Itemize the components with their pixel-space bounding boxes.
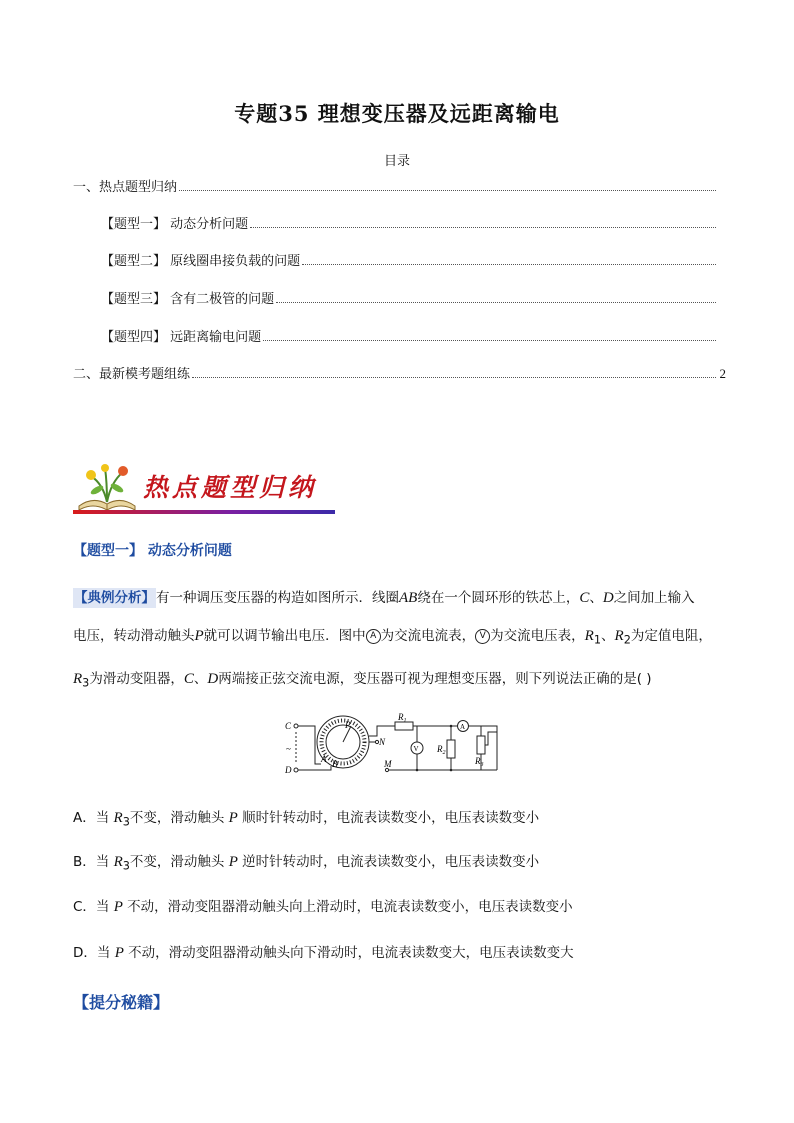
tips-heading: 【提分秘籍】 bbox=[73, 993, 170, 1012]
label-M: M bbox=[384, 759, 392, 769]
text-run: 有一种调压变压器的构造如图所示．线圈 bbox=[156, 590, 399, 606]
voltmeter-icon: V bbox=[475, 629, 490, 644]
toc-leader bbox=[179, 189, 716, 191]
toc-item[interactable] bbox=[73, 176, 726, 194]
option-b[interactable] bbox=[73, 850, 539, 873]
voltmeter-letter: V bbox=[413, 745, 419, 753]
wire-top bbox=[369, 726, 395, 736]
text-run: 、 bbox=[589, 590, 603, 606]
text-run: 两端接正弦交流电源，变压器可视为理想变压器，则下列说法正确的是( ) bbox=[218, 670, 652, 687]
option-text: A．当 bbox=[73, 810, 114, 826]
option-a[interactable] bbox=[73, 806, 539, 829]
toc-page: 2 bbox=[719, 366, 726, 381]
toc-item-label: 【题型二】 原线圈串接负载的问题 bbox=[101, 254, 301, 269]
label-A: A bbox=[321, 754, 327, 764]
label-B: B bbox=[332, 759, 338, 769]
toc-item-label: 【题型三】 含有二极管的问题 bbox=[101, 292, 275, 307]
text-run: 为交流电压表， bbox=[490, 628, 585, 644]
label-D: D bbox=[285, 765, 292, 775]
option-text: B．当 bbox=[73, 854, 114, 870]
symbol-R3: R bbox=[113, 854, 123, 870]
symbol-C: C bbox=[183, 670, 194, 687]
example-line-3 bbox=[73, 660, 723, 703]
toc-leader bbox=[192, 376, 716, 378]
book-plant-icon bbox=[73, 462, 143, 512]
section-heading: 【题型一】 动态分析问题 bbox=[73, 543, 232, 559]
resistor-R2 bbox=[447, 740, 455, 758]
option-text: 不变，滑动触头 bbox=[129, 810, 229, 826]
banner-underline bbox=[73, 510, 335, 514]
option-text: C．当 bbox=[73, 899, 114, 915]
label-R3: $R_3$ bbox=[475, 756, 484, 768]
circuit-diagram bbox=[285, 712, 505, 778]
subscript: 3 bbox=[82, 676, 90, 690]
node-dot bbox=[416, 769, 419, 772]
section-banner bbox=[73, 462, 335, 516]
toc-item[interactable] bbox=[101, 288, 726, 306]
subscript: 1 bbox=[593, 633, 602, 647]
toc-item[interactable] bbox=[101, 326, 726, 344]
ammeter-letter: A bbox=[460, 723, 466, 731]
option-text: 不变，滑动触头 bbox=[129, 854, 229, 870]
toc-leader bbox=[276, 301, 716, 303]
text-run: 就可以调节输出电压．图中 bbox=[203, 628, 366, 644]
terminal-M bbox=[385, 768, 388, 771]
text-run: 为滑动变阻器， bbox=[89, 670, 184, 687]
text-run: 为定值电阻， bbox=[630, 628, 712, 644]
toc-item-label: 二、最新模考题组练 bbox=[73, 367, 191, 382]
symbol-P: P bbox=[228, 854, 238, 870]
option-text: 逆时针转动时，电流表读数变小，电压表读数变小 bbox=[237, 854, 540, 870]
symbol-P: P bbox=[113, 899, 123, 915]
toc-item[interactable] bbox=[73, 363, 726, 381]
rheostat-slider bbox=[485, 732, 497, 745]
example-paragraph bbox=[73, 579, 723, 702]
toc-item-label: 一、热点题型归纳 bbox=[73, 180, 178, 195]
symbol-C: C bbox=[579, 590, 590, 606]
label-P: P bbox=[345, 720, 351, 730]
toc-item-label: 【题型一】 动态分析问题 bbox=[101, 217, 249, 232]
label-N: N bbox=[379, 737, 386, 747]
document-title: 专题35 理想变压器及远距离输电 bbox=[234, 101, 560, 126]
subscript: 3 bbox=[122, 815, 130, 829]
option-text: 顺时针转动时，电流表读数变小，电压表读数变小 bbox=[237, 810, 540, 826]
symbol-P: P bbox=[194, 628, 204, 644]
symbol-D: D bbox=[602, 590, 614, 606]
symbol-AB: AB bbox=[399, 590, 418, 606]
example-line-1 bbox=[73, 579, 723, 617]
option-c[interactable] bbox=[73, 895, 573, 916]
symbol-R2: R bbox=[614, 628, 624, 644]
terminal-D bbox=[294, 768, 298, 772]
example-line-2 bbox=[73, 617, 723, 660]
symbol-P: P bbox=[228, 810, 238, 826]
banner-text: 热点题型归纳 bbox=[143, 473, 318, 502]
rheostat-R3 bbox=[477, 736, 485, 754]
toc-leader bbox=[263, 339, 716, 341]
label-C: C bbox=[285, 721, 292, 731]
symbol-R3: R bbox=[73, 670, 83, 687]
text-run: 、 bbox=[193, 670, 208, 687]
toc-heading: 目录 bbox=[383, 154, 410, 169]
text-run: 为交流电流表， bbox=[380, 628, 476, 644]
subscript: 2 bbox=[623, 633, 631, 647]
ac-source-symbol: ~ bbox=[286, 744, 291, 754]
toc-item-label: 【题型四】 远距离输电问题 bbox=[101, 330, 262, 345]
terminal-C bbox=[294, 724, 298, 728]
toc-item[interactable] bbox=[101, 250, 726, 268]
option-text: 不动，滑动变阻器滑动触头向上滑动时，电流表读数变小，电压表读数变小 bbox=[122, 899, 573, 915]
ammeter-icon: A bbox=[366, 629, 381, 644]
text-run: 、 bbox=[601, 628, 615, 644]
subscript: 3 bbox=[122, 859, 130, 873]
example-tag: 【典例分析】 bbox=[74, 590, 155, 606]
toc-leader bbox=[250, 226, 716, 228]
node-dot bbox=[450, 725, 453, 728]
symbol-D: D bbox=[207, 670, 219, 687]
toc-leader bbox=[302, 263, 716, 265]
text-run: 之间加上输入 bbox=[613, 590, 695, 606]
label-R2: $R_2$ bbox=[437, 744, 446, 756]
label-R1: $R_1$ bbox=[398, 712, 407, 724]
text-run: 电压，转动滑动触头 bbox=[73, 628, 195, 644]
text-run: 绕在一个圆环形的铁芯上， bbox=[417, 590, 580, 606]
option-text: 不动，滑动变阻器滑动触头向下滑动时，电流表读数变大，电压表读数变大 bbox=[123, 945, 574, 961]
node-dot bbox=[450, 769, 453, 772]
symbol-P: P bbox=[114, 945, 124, 961]
symbol-R3: R bbox=[113, 810, 123, 826]
wire-D bbox=[298, 766, 331, 770]
option-d[interactable] bbox=[73, 941, 574, 962]
toc-item[interactable] bbox=[101, 213, 726, 231]
symbol-R1: R bbox=[584, 628, 594, 644]
option-text: D．当 bbox=[73, 945, 115, 961]
